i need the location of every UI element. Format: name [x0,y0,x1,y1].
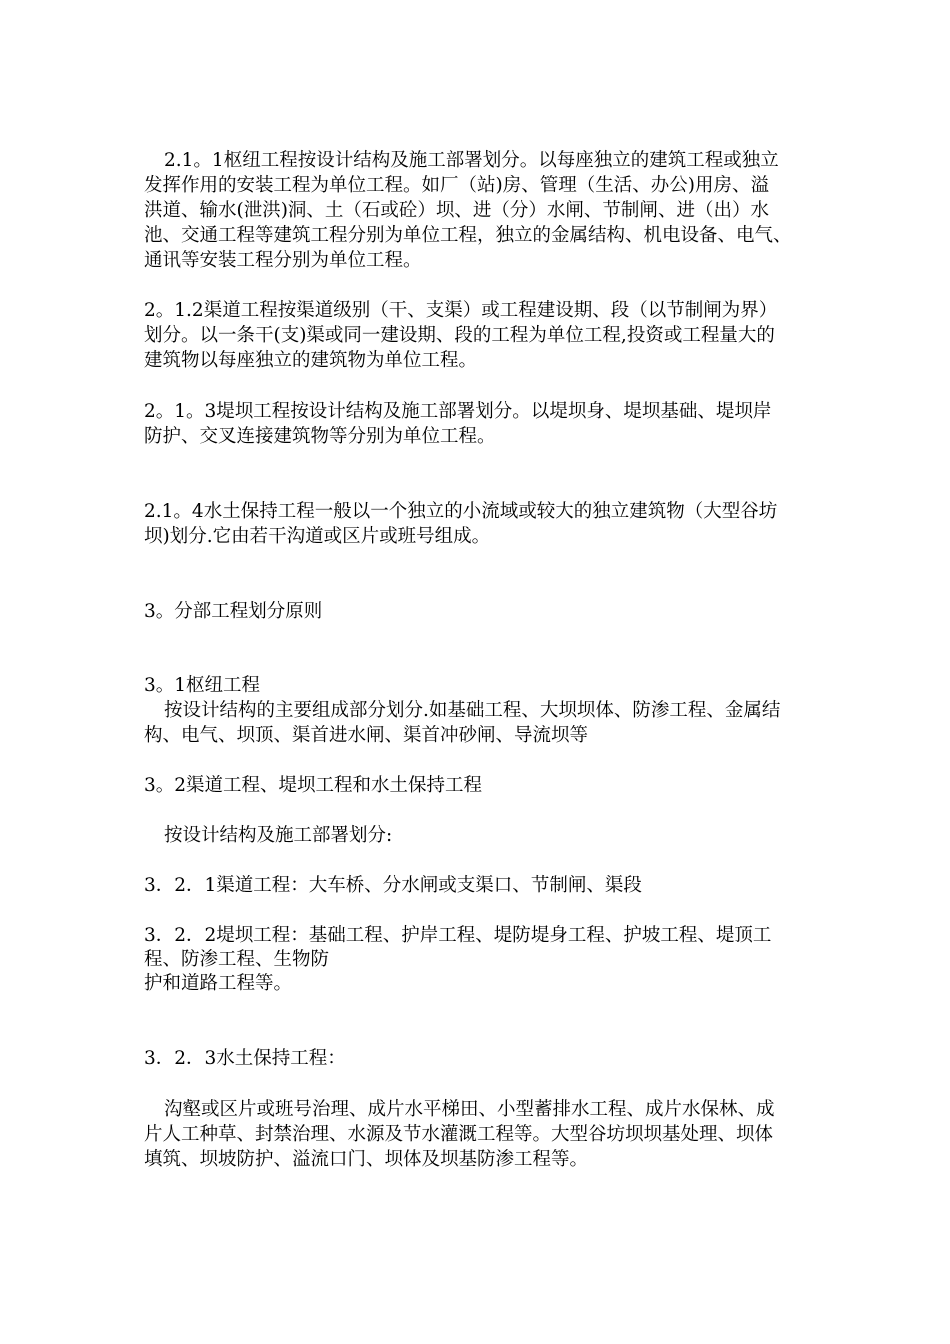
paragraph-2-1-3-line-2: 防护、交叉连接建筑物等分别为单位工程。 [144,426,496,447]
section-3-1-heading: 3。1枢纽工程 [144,675,261,696]
paragraph-2-1-1-line-2: 发挥作用的安装工程为单位工程。如厂（站)房、管理（生活、办公)用房、溢 [144,175,769,196]
paragraph-3-2-2-line-1: 3．2．2堤坝工程：基础工程、护岸工程、堤防堤身工程、护坡工程、堤顶工 [144,925,772,946]
paragraph-3-2-3-line-1: 沟壑或区片或班号治理、成片水平梯田、小型蓄排水工程、成片水保林、成 [164,1099,775,1120]
section-3-2-3-heading: 3．2．3水土保持工程： [144,1048,346,1069]
paragraph-2-1-2-line-2: 划分。以一条干(支)渠或同一建设期、段的工程为单位工程,投资或工程量大的 [144,325,775,346]
paragraph-2-1-4-line-1: 2.1。4水土保持工程一般以一个独立的小流域或较大的独立建筑物（大型谷坊 [144,501,778,522]
paragraph-3-2-2-line-2: 程、防渗工程、生物防 [144,949,330,970]
section-3-2-heading: 3。2渠道工程、堤坝工程和水土保持工程 [144,775,483,796]
paragraph-2-1-3-line-1: 2。1。3堤坝工程按设计结构及施工部署划分。以堤坝身、堤坝基础、堤坝岸 [144,401,772,422]
paragraph-2-1-1-line-4: 池、交通工程等建筑工程分别为单位工程，独立的金属结构、机电设备、电气、 [144,225,792,246]
paragraph-2-1-4-line-2: 坝)划分.它由若干沟道或区片或班号组成。 [144,526,491,547]
section-3-heading: 3。分部工程划分原则 [144,601,323,622]
paragraph-2-1-1-line-1: 2.1。1枢纽工程按设计结构及施工部署划分。以每座独立的建筑工程或独立 [164,150,779,171]
paragraph-3-2-1: 3．2．1渠道工程：大车桥、分水闸或支渠口、节制闸、渠段 [144,875,642,896]
paragraph-2-1-1-line-3: 洪道、输水(泄洪)洞、土（石或砼）坝、进（分）水闸、节制闸、进（出）水 [144,200,769,221]
paragraph-2-1-1-line-5: 通讯等安装工程分别为单位工程。 [144,250,422,271]
paragraph-3-2-2-line-3: 护和道路工程等。 [144,973,293,994]
paragraph-3-1-line-1: 按设计结构的主要组成部分划分.如基础工程、大坝坝体、防渗工程、金属结 [164,700,781,721]
paragraph-3-1-line-2: 构、电气、坝顶、渠首进水闸、渠首冲砂闸、导流坝等 [144,725,589,746]
paragraph-3-2-intro: 按设计结构及施工部署划分: [164,825,393,846]
paragraph-3-2-3-line-2: 片人工种草、封禁治理、水源及节水灌溉工程等。大型谷坊坝坝基处理、坝体 [144,1124,774,1145]
paragraph-3-2-3-line-3: 填筑、坝坡防护、溢流口门、坝体及坝基防渗工程等。 [144,1149,589,1170]
paragraph-2-1-2-line-3: 建筑物以每座独立的建筑物为单位工程。 [144,350,478,371]
paragraph-2-1-2-line-1: 2。1.2渠道工程按渠道级别（干、支渠）或工程建设期、段（以节制闸为界） [144,300,778,321]
